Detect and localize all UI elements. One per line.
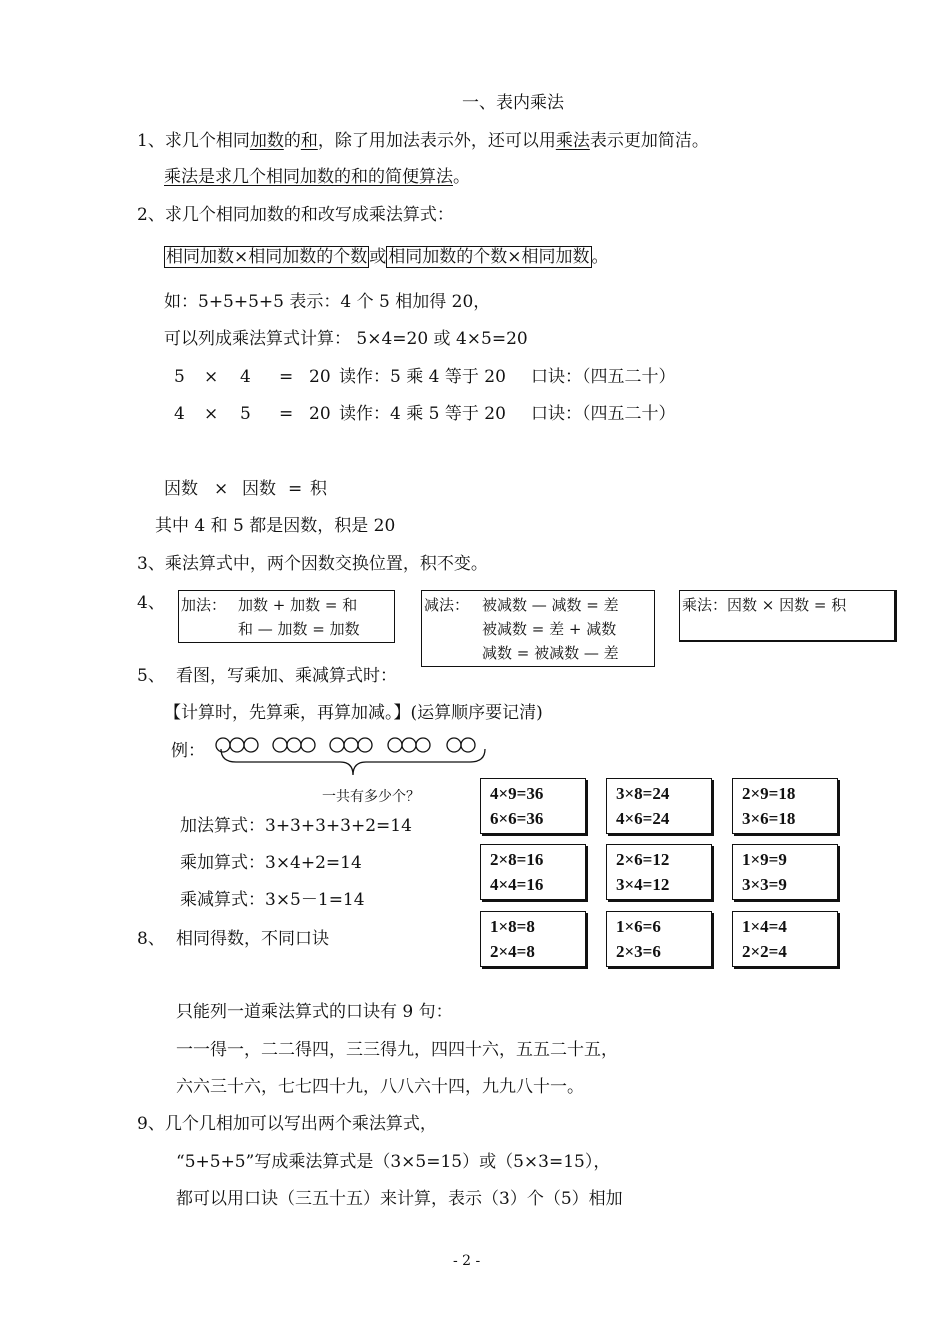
section-8-heading: 相同得数，不同口诀 <box>176 929 329 949</box>
subtraction-rule-3: 减数 = 被减数 — 差 <box>482 644 619 662</box>
circle-item <box>287 738 301 752</box>
example-line: 如：5+5+5+5 表示：4 个 5 相加得 20， <box>164 292 491 312</box>
subtraction-rule-1: 被减数 — 减数 = 差 <box>482 596 619 614</box>
addition-expression: 加法算式：3+3+3+3+2=14 <box>180 816 412 836</box>
section-9-heading: 9、几个几相加可以写出两个乘法算式， <box>137 1114 437 1134</box>
section-2-heading: 2、求几个相同加数的和改写成乘法算式： <box>137 205 454 225</box>
circle-item <box>344 738 358 752</box>
section-1-mid: 的 <box>283 131 301 151</box>
circle-item <box>330 738 344 752</box>
page-title: 一、表内乘法 <box>462 93 564 113</box>
circle-item <box>388 738 402 752</box>
circle-item <box>461 738 475 752</box>
product-line: 1×9=9 <box>742 850 787 869</box>
section-1-number: 1、 <box>137 131 165 151</box>
row-2-mnemonic: 口诀：（四五二十） <box>531 404 676 424</box>
row-1-factor-b: 4 <box>240 367 251 387</box>
circle-item <box>216 738 230 752</box>
formula-box-2: 相同加数的个数×相同加数 <box>388 247 590 267</box>
circle-item <box>273 738 287 752</box>
multiply-subtract-expression: 乘减算式：3×5－1=14 <box>180 890 365 910</box>
circle-item <box>447 738 461 752</box>
product-line: 4×4=16 <box>490 875 544 894</box>
row-2-factor-a: 4 <box>174 404 185 424</box>
product-box-9 <box>732 844 838 900</box>
section-1-post: 表示更加简洁。 <box>589 131 709 151</box>
product-line: 1×8=8 <box>490 917 535 936</box>
row-1-factor-a: 5 <box>174 367 185 387</box>
underlined-sum: 和 <box>300 131 318 151</box>
section-8-number: 8、 <box>137 929 165 949</box>
circle-item <box>301 738 315 752</box>
product-box-18 <box>732 778 838 834</box>
name-product: 积 <box>310 479 327 499</box>
listed-line: 可以列成乘法算式计算： 5×4=20 或 4×5=20 <box>164 329 528 349</box>
multiplication-definition: 乘法是求几个相同加数的和的简便算法 <box>164 167 453 187</box>
underlined-multiplication: 乘法 <box>555 131 590 151</box>
product-line: 4×6=24 <box>616 809 670 828</box>
underlined-addend: 加数 <box>249 131 284 151</box>
product-box-12 <box>606 844 712 900</box>
row-2-times: × <box>204 404 219 424</box>
multiplication-box <box>679 590 897 642</box>
section-1-line-2: 乘法是求几个相同加数的和的简便算法。 <box>164 167 470 187</box>
circle-item <box>416 738 430 752</box>
name-factor-a: 因数 <box>164 479 198 499</box>
addition-box <box>178 590 395 643</box>
row-1-product: 20 <box>309 367 331 387</box>
product-line: 3×3=9 <box>742 875 787 894</box>
product-line: 1×6=6 <box>616 917 661 936</box>
row-2-product: 20 <box>309 404 331 424</box>
product-line: 1×4=4 <box>742 917 787 936</box>
section-1-mid2: ，除了用加法表示外，还可以用 <box>317 131 556 151</box>
product-line: 4×9=36 <box>490 784 544 803</box>
section-9-line-2: “5+5+5”写成乘法算式是（3×5=15）或（5×3=15）， <box>176 1152 611 1172</box>
product-line: 3×6=18 <box>742 809 796 828</box>
formula-boxes: 相同加数×相同加数的个数 或 相同加数的个数×相同加数 。 <box>166 247 609 267</box>
subtraction-box <box>421 590 655 667</box>
name-factor-b: 因数 <box>242 479 276 499</box>
product-line: 3×8=24 <box>616 784 670 803</box>
total-brace <box>221 749 485 775</box>
section-5-number: 5、 <box>137 666 165 686</box>
only-one-line-3: 六六三十六，七七四十九，八八六十四，九九八十一。 <box>176 1077 584 1097</box>
product-box-6 <box>606 911 712 967</box>
product-line: 2×9=18 <box>742 784 796 803</box>
addition-label: 加法： <box>181 596 227 614</box>
product-line: 2×2=4 <box>742 942 787 961</box>
row-2-reading: 读作：4 乘 5 等于 20 <box>339 404 506 424</box>
product-line: 2×8=16 <box>490 850 544 869</box>
product-box-24 <box>606 778 712 834</box>
product-box-8 <box>480 911 586 967</box>
subtraction-rule-2: 被减数 = 差 + 减数 <box>482 620 617 638</box>
question-text: 一共有多少个？ <box>322 789 420 805</box>
section-5-heading: 看图，写乘加、乘减算式时： <box>176 666 397 686</box>
circle-groups-illustration <box>210 734 510 784</box>
calculation-tip: 【计算时，先算乘，再算加减。】(运算顺序要记清) <box>164 703 543 723</box>
product-box-4 <box>732 911 838 967</box>
circle-item <box>358 738 372 752</box>
factor-note: 其中 4 和 5 都是因数，积是 20 <box>155 516 396 536</box>
formula-box-1: 相同加数×相同加数的个数 <box>166 247 368 267</box>
addition-rule-2: 和 — 加数 = 加数 <box>238 620 360 638</box>
product-box-16 <box>480 844 586 900</box>
section-3: 3、乘法算式中，两个因数交换位置，积不变。 <box>137 554 488 574</box>
name-equals: = <box>288 479 303 499</box>
row-1-times: × <box>204 367 219 387</box>
circle-item <box>402 738 416 752</box>
product-line: 2×3=6 <box>616 942 661 961</box>
product-line: 6×6=36 <box>490 809 544 828</box>
multiply-add-expression: 乘加算式：3×4+2=14 <box>180 853 362 873</box>
name-times: × <box>214 479 229 499</box>
addition-rule-1: 加数 + 加数 = 和 <box>238 596 358 614</box>
row-1-reading: 读作：5 乘 4 等于 20 <box>339 367 506 387</box>
section-1-line-1 <box>137 130 709 152</box>
multiplication-rule: 乘法：因数 × 因数 = 积 <box>682 596 847 614</box>
product-line: 2×6=12 <box>616 850 670 869</box>
row-2-factor-b: 5 <box>240 404 251 424</box>
row-1-mnemonic: 口诀：（四五二十） <box>531 367 676 387</box>
only-one-line-2: 一一得一，二二得四，三三得九，四四十六，五五二十五， <box>176 1040 618 1060</box>
example-label: 例： <box>171 741 205 761</box>
product-line: 3×4=12 <box>616 875 670 894</box>
product-box-36 <box>480 778 586 834</box>
section-1-pre: 求几个相同 <box>164 131 250 151</box>
row-2-equals: = <box>279 404 294 424</box>
section-9-line-3: 都可以用口诀（三五十五）来计算，表示（3）个（5）相加 <box>176 1189 623 1209</box>
circle-item <box>244 738 258 752</box>
formula-or: 或 <box>369 247 387 267</box>
circle-item <box>230 738 244 752</box>
row-1-equals: = <box>279 367 294 387</box>
product-line: 2×4=8 <box>490 942 535 961</box>
subtraction-label: 减法： <box>424 596 470 614</box>
only-one-heading: 只能列一道乘法算式的口诀有 9 句： <box>176 1002 453 1022</box>
section-4-number: 4、 <box>137 593 165 613</box>
page-number: - 2 - <box>453 1253 481 1269</box>
